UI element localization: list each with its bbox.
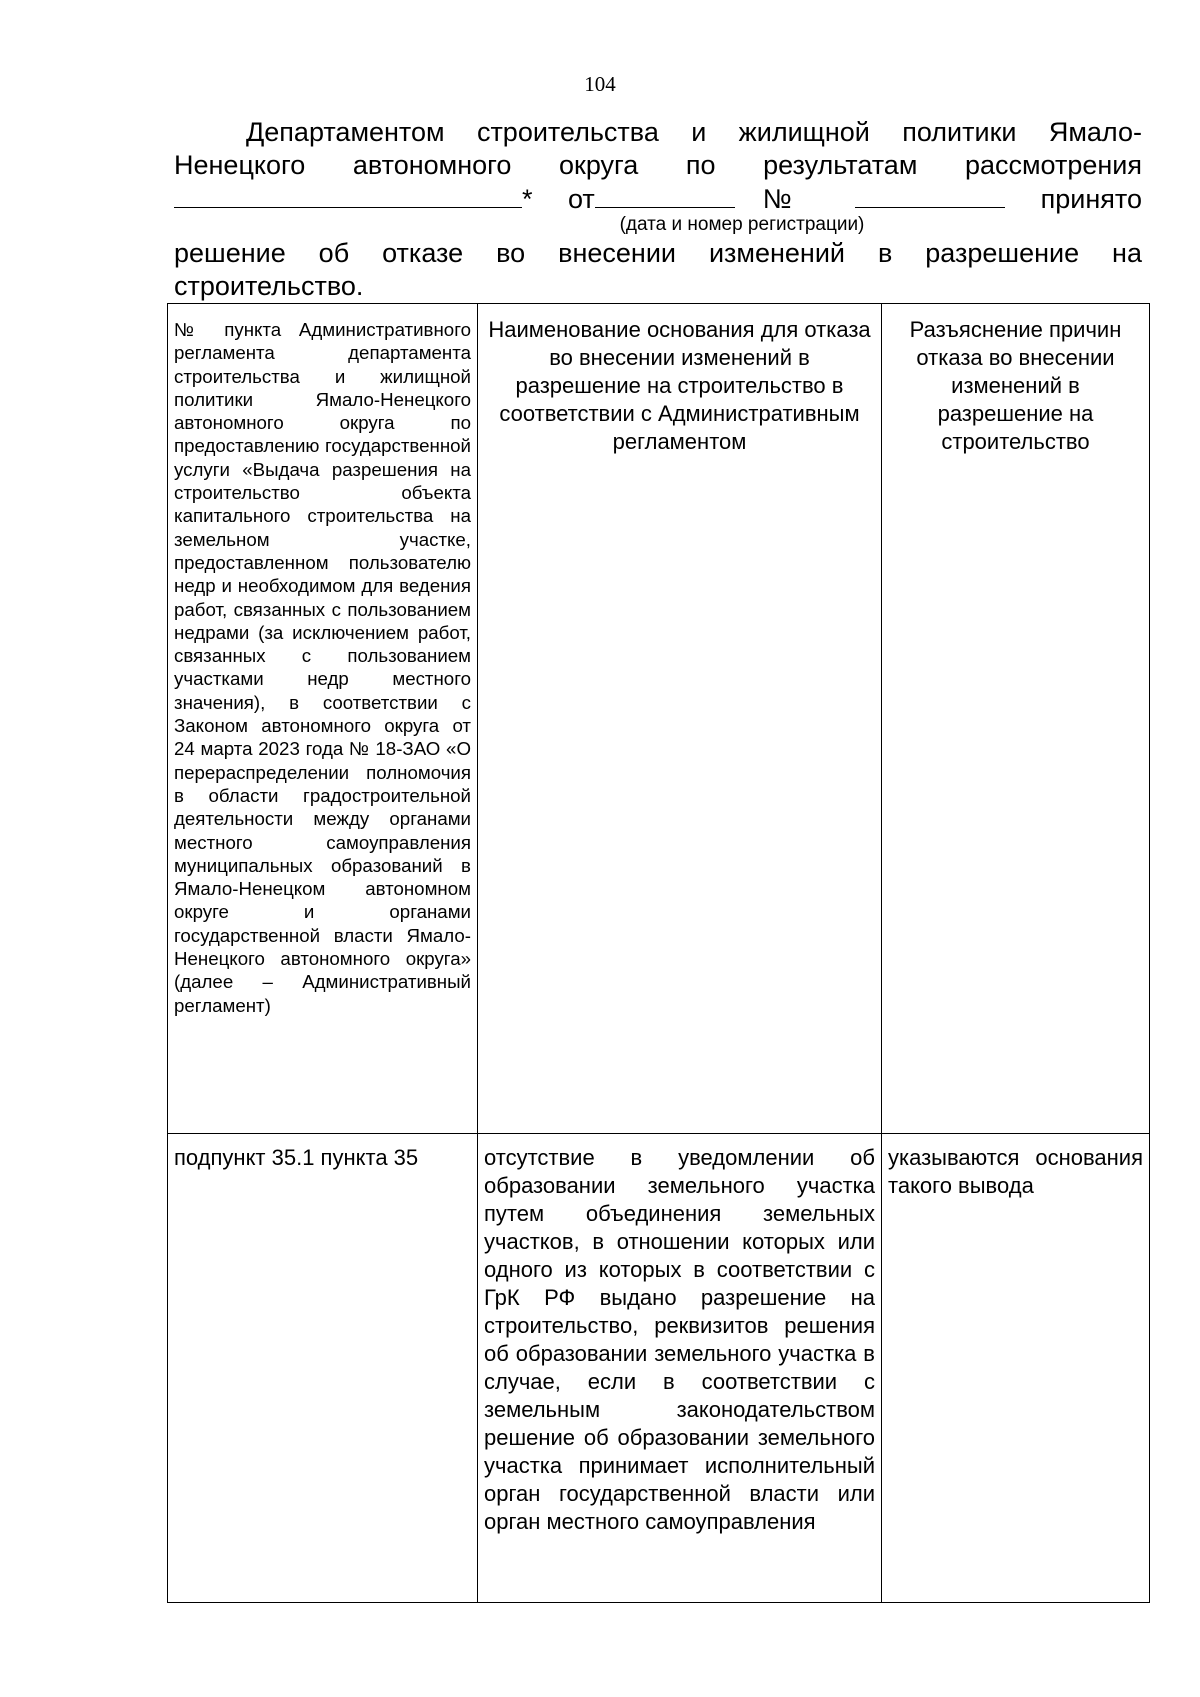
header-refusal-explanation: Разъяснение причин отказа во внесении изменений в разрешение на строительство xyxy=(882,304,1150,1134)
header-refusal-ground: Наименование основания для отказа во внесении изменений в разрешение на строительство в соответствии с Административным регламентом xyxy=(478,304,882,1134)
table-row xyxy=(168,1134,1150,1603)
header-regulation-clause: № пункта Административного регламента департамента строительства и жилищной политики Ямало-Ненецкого автономного округа по предоставлению государственной услуги «Выдача разрешения на строительство объекта капитального строительства на земельном участке, предоставленном пользователю недр и необходимом для ведения работ, связанных с пользованием недрами (за исключением работ, связанных с пользованием участками недр местного значения), в соответствии с Законом автономного округа от 24 марта 2023 года № 18-ЗАО «О перераспределении полномочия в области градостроительной деятельности между органами местного самоуправления муниципальных образований в Ямало-Ненецком автономном округе и органами государственной власти Ямало-Ненецкого автономного округа» (далее – Административный регламент) xyxy=(168,304,478,1134)
intro-paragraph xyxy=(174,116,1142,216)
row-explanation-cell: указываются основания такого вывода xyxy=(882,1134,1150,1603)
blank-line-number xyxy=(855,182,1005,208)
registration-caption: (дата и номер регистрации) xyxy=(619,214,865,235)
blank-line-organization xyxy=(174,182,522,208)
intro-line-1: Департаментом строительства и жилищной политики Ямало- xyxy=(246,117,1142,147)
row-clause-cell: подпункт 35.1 пункта 35 xyxy=(168,1134,478,1603)
refusal-table xyxy=(167,303,1150,1603)
page-number: 104 xyxy=(584,72,616,96)
intro-line-2: Ненецкого автономного округа по результатам рассмотрения xyxy=(174,150,1142,180)
decision-line-1: решение об отказе во внесении изменений в разрешение на xyxy=(174,238,1142,268)
decision-line-2: строительство. xyxy=(174,271,364,301)
row-reason-cell: отсутствие в уведомлении об образовании земельного участка путем объединения земельных участков, в отношении которых или одного из которых в соответствии с ГрК РФ выдано разрешение на строительство, реквизитов решения об образовании земельного участка в случае, если в соответствии с земельным законодательством решение об образовании земельного участка принимает исполнительный орган государственной власти или орган местного самоуправления xyxy=(478,1134,882,1603)
intro-after-blank: * от xyxy=(522,184,595,214)
blank-line-date xyxy=(595,182,735,208)
intro-line-3-end: принято xyxy=(1040,184,1142,214)
intro-number-sign: № xyxy=(734,184,820,214)
table-header-row xyxy=(168,304,1150,1134)
